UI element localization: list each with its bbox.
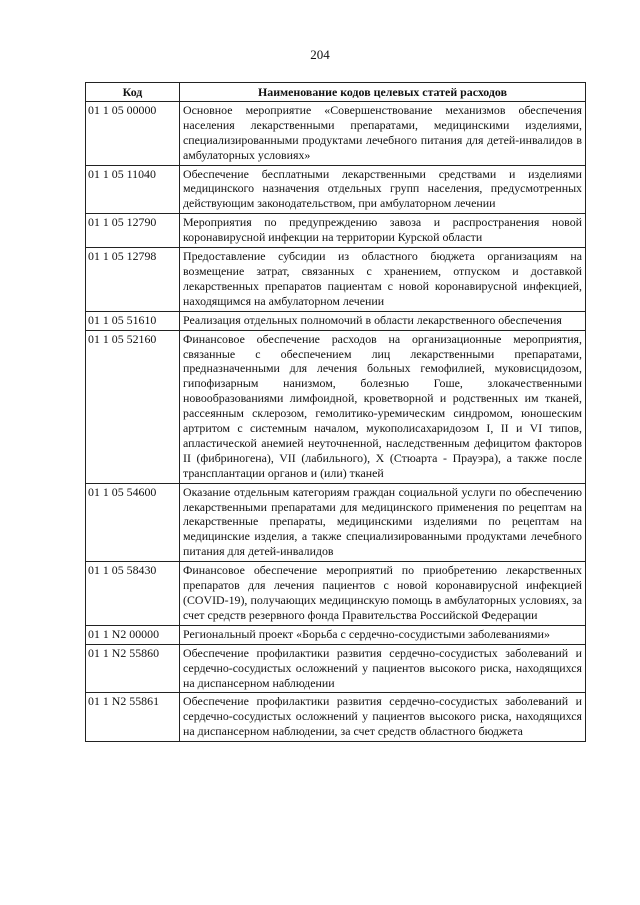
row-code: 01 1 05 00000 [86,101,180,165]
row-name: Предоставление субсидии из областного бюджета организациям на возмещение затрат, связанных с хранением, отпуском и доставкой лекарственных препаратов пациентам с новой коронавирусной инфекцией, находящимся на амбулаторном лечении [180,248,586,312]
table-row [86,248,586,312]
row-code: 01 1 N2 00000 [86,625,180,644]
table-row [86,101,586,165]
row-name: Региональный проект «Борьба с сердечно-сосудистыми заболеваниями» [180,625,586,644]
name-column-header: Наименование кодов целевых статей расходов [180,83,586,102]
table-header-row [86,83,586,102]
row-name: Оказание отдельным категориям граждан социальной услуги по обеспечению лекарственными препаратами для медицинского применения по рецептам на лекарственные препараты, медицинскими изделиями по рецептам на медицинские изделия, а также специализированными продуктами лечебного питания для детей-инвалидов [180,483,586,562]
row-name: Обеспечение профилактики развития сердечно-сосудистых заболеваний и сердечно-сосудистых осложнений у пациентов высокого риска, находящихся на диспансерном наблюдении [180,644,586,693]
budget-codes-table [85,82,586,742]
row-name: Обеспечение профилактики развития сердечно-сосудистых заболеваний и сердечно-сосудистых осложнений у пациентов высокого риска, находящихся на диспансерном наблюдении, за счет средств областного бюджета [180,693,586,742]
table-row [86,693,586,742]
code-column-header: Код [86,83,180,102]
row-code: 01 1 05 52160 [86,330,180,483]
row-name: Обеспечение бесплатными лекарственными средствами и изделиями медицинского назначения отдельных групп населения, предусмотренных действующим законодательством, при амбулаторном лечении [180,165,586,214]
row-code: 01 1 05 51610 [86,311,180,330]
page-number: 204 [310,47,330,62]
row-code: 01 1 05 12790 [86,214,180,248]
row-code: 01 1 05 12798 [86,248,180,312]
row-code: 01 1 05 58430 [86,562,180,626]
row-code: 01 1 N2 55861 [86,693,180,742]
table-row [86,562,586,626]
row-name: Основное мероприятие «Совершенствование механизмов обеспечения населения лекарственными препаратами, медицинскими изделиями, специализированными продуктами лечебного питания для детей-инвалидов в амбулаторных условиях» [180,101,586,165]
table-row [86,330,586,483]
row-name: Мероприятия по предупреждению завоза и распространения новой коронавирусной инфекции на территории Курской области [180,214,586,248]
table-row [86,644,586,693]
row-name: Финансовое обеспечение расходов на организационные мероприятия, связанные с обеспечением лиц лекарственными препаратами, предназначенными для лечения больных гемофилией, муковисцидозом, гипофизарным нанизмом, болезнью Гоше, злокачественными новообразованиями лимфоидной, кроветворной и родственных им тканей, рассеянным склерозом, гемолитико-уремическим синдромом, юношеским артритом с системным началом, мукополисахаридозом I, II и VI типов, апластической анемией неуточненной, наследственным дефицитом факторов II (фибриногена), VII (лабильного), X (Стюарта - Прауэра), а также после трансплантации органов и (или) тканей [180,330,586,483]
row-code: 01 1 05 11040 [86,165,180,214]
table-row [86,311,586,330]
row-code: 01 1 N2 55860 [86,644,180,693]
row-name: Финансовое обеспечение мероприятий по приобретению лекарственных препаратов для лечения пациентов с новой коронавирусной инфекцией (COVID-19), получающих медицинскую помощь в амбулаторных условиях, за счет средств резервного фонда Правительства Российской Федерации [180,562,586,626]
table-row [86,483,586,562]
row-name: Реализация отдельных полномочий в области лекарственного обеспечения [180,311,586,330]
table-row [86,214,586,248]
table-row [86,625,586,644]
row-code: 01 1 05 54600 [86,483,180,562]
table-row [86,165,586,214]
